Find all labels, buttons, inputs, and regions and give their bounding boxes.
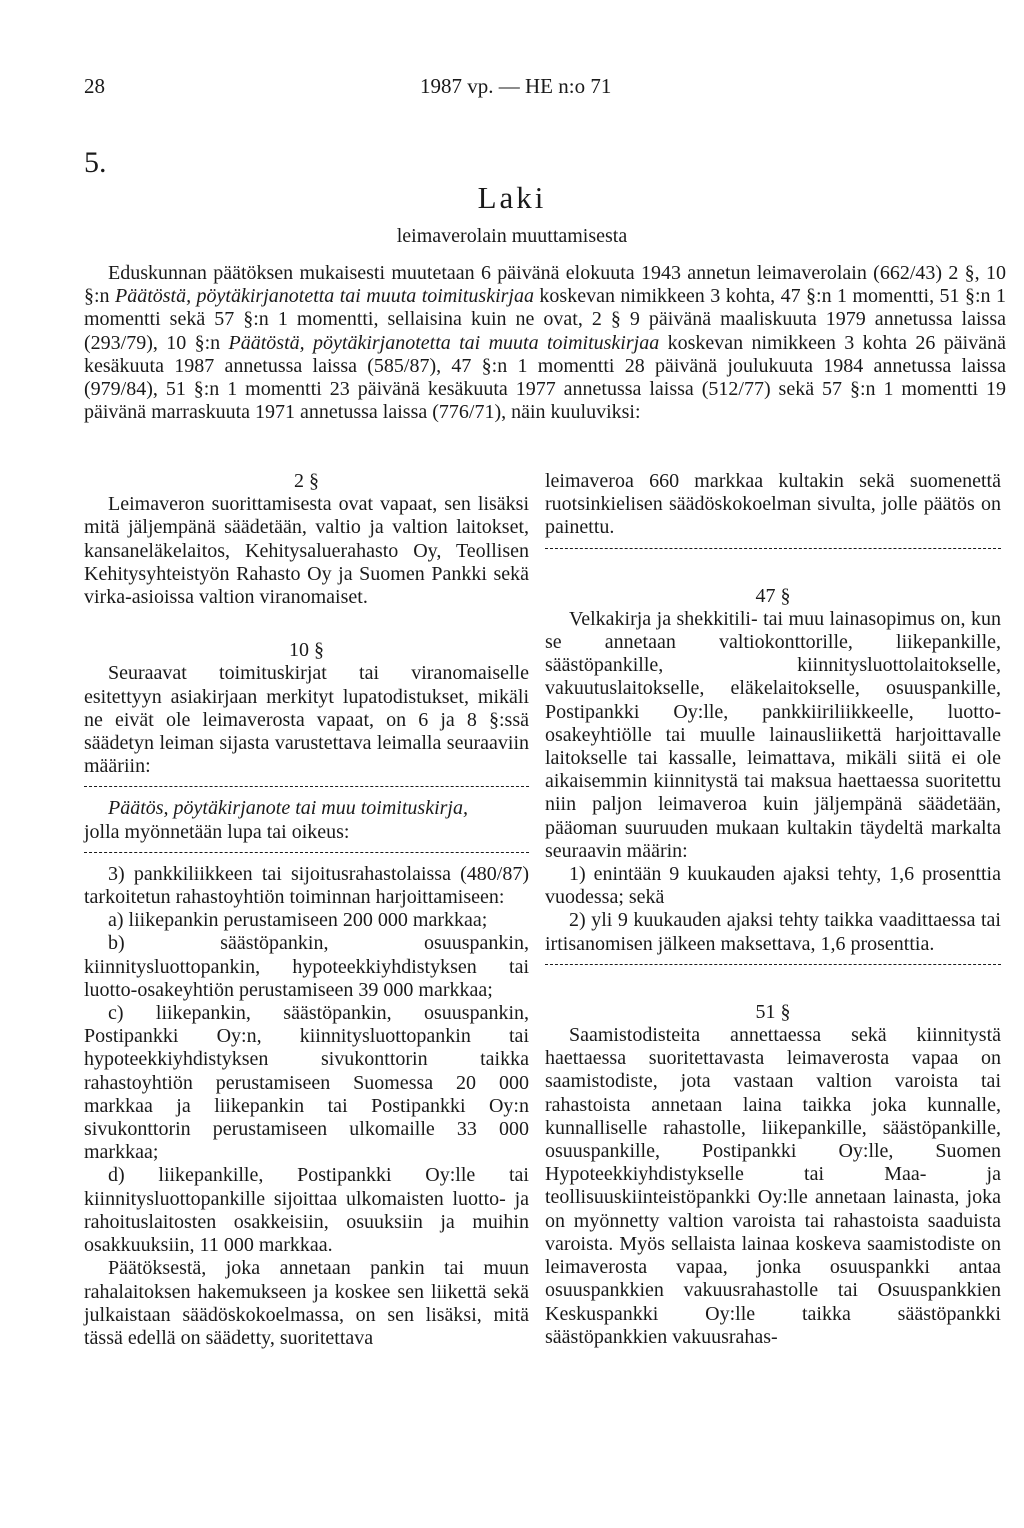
item-b: b) säästöpankin, osuuspankin, kiinnitysluottopankin, hypoteekkiyhdistyksen tai luotto-osakeyhtiön perustamiseen 39 000 markkaa;: [84, 932, 529, 1001]
continuation-text: leimaveroa 660 markkaa kultakin sekä suomenettä ruotsinkielisen säädöskokoelman sivulta, jolle päätös on painettu.: [545, 470, 1001, 539]
final-paragraph: Päätöksestä, joka annetaan pankin tai muun rahalaitoksen hakemukseen ja koskee sen liikettä sekä julkaistaan säädöskokoelmassa, on sen lisäksi, mitä tässä edellä on säädetty, suoritettava: [84, 1257, 529, 1349]
omission-divider: [84, 852, 529, 853]
intro-text-1: Eduskunnan päätöksen mukaisesti muutetaan 6 päivänä elokuuta 1943 annetun leimaverolain (662/43) 2 §, 10 §:n: [84, 262, 1006, 308]
italic-heading-follow: jolla myönnetään lupa tai oikeus:: [84, 820, 350, 843]
item-3: 3) pankkiliikkeen tai sijoitusrahastolaissa (480/87) tarkoitetun rahastoyhtiön toiminnan harjoittamiseen:: [84, 862, 529, 909]
section-10-text: Seuraavat toimituskirjat tai viranomaiselle esitettyyn asiakirjaan merkityt lupatodistukset, mikäli ne eivät ole leimaverosta vapaat, on 6 ja 8 §:ssä säädetyn leiman sijasta varustettava leimalla seuraaviin määriin:: [84, 662, 529, 778]
intro-italic-2: Päätöstä, pöytäkirjanotetta tai muuta toimituskirjaa: [228, 331, 660, 354]
left-column: [84, 470, 529, 1350]
item-c: c) liikepankin, säästöpankin, osuuspankin, Postipankki Oy:n, kiinnitysluottopankin tai hypoteekkiyhdistyksen sivukonttorin taikka rahastoyhtiön perustamiseen Suomessa 20 000 markkaa ja liikepankin tai Postipankki Oy:n sivukonttorin perustamiseen ulkomaille 33 000 markkaa;: [84, 1002, 529, 1164]
page-number: 28: [84, 74, 105, 98]
section-number: 5.: [84, 146, 107, 179]
omission-divider: [545, 964, 1001, 965]
italic-heading: Päätös, pöytäkirjanote tai muu toimituskirja,: [108, 797, 468, 820]
intro-text-3: koskevan nimikkeen 3 kohta 26 päivänä kesäkuuta 1987 annetussa laissa (585/87), 47 §:n 1 momentti 28 päivänä joulukuuta 1984 annetussa laissa (979/84), 51 §:n 1 momentti 23 päivänä kesäkuuta 1977 annetussa laissa (512/77) sekä 57 §:n 1 momentti 19 päivänä marraskuuta 1971 annetussa laissa (776/71), näin kuuluviksi:: [84, 331, 1006, 424]
section-10-heading: 10 §: [289, 639, 324, 662]
section-2-heading: 2 §: [294, 470, 319, 492]
section-47-item-2: 2) yli 9 kuukauden ajaksi tehty taikka vaadittaessa tai irtisanomisen jälkeen maksettava, 1,6 prosenttia.: [545, 909, 1001, 955]
section-51-text: Saamistodisteita annettaessa sekä kiinnitystä haettaessa suoritettavasta leimaverosta vapaa on saamistodiste, jota vastaan valtion varoista tai rahastoista annetaan laina taikka joka kunnalle, kunnalliselle rahastolle, liikepankille, säästöpankille, osuuspankille, Postipankki Oy:lle, Suomen Hypoteekkiyhdistykselle tai Maa- ja teollisuuskiinteistöpankki Oy:lle annetaan lainasta, joka on myönnetty valtion varoista tai rahastoista saaduista varoista. Myös sellaista lainaa koskeva saamistodiste on leimaverosta vapaa, jonka osuuspankki antaa osuuspankkien vakuusrahastolle tai Osuuspankkien Keskuspankki Oy:lle taikka säästöpankki säästöpankkien vakuusrahas-: [545, 1024, 1001, 1348]
intro-paragraph: [84, 262, 1006, 424]
item-a: a) liikepankin perustamiseen 200 000 markkaa;: [108, 909, 488, 932]
right-column: [545, 470, 1001, 1349]
omission-divider: [84, 786, 529, 787]
law-subtitle: leimaverolain muuttamisesta: [396, 225, 628, 247]
section-47-item-1: 1) enintään 9 kuukauden ajaksi tehty, 1,6 prosenttia vuodessa; sekä: [545, 863, 1001, 909]
running-head: 1987 vp. — HE n:o 71: [420, 74, 612, 98]
item-d: d) liikepankille, Postipankki Oy:lle tai kiinnitysluottopankille sijoittaa ulkomaisten luotto- ja rahoituslaitosten osakkeisiin, osuuksiin ja muihin osakkuuksiin, 11 000 markkaa.: [84, 1164, 529, 1257]
section-51-heading: 51 §: [755, 1000, 791, 1023]
intro-text-2: koskevan nimikkeen 3 kohta, 47 §:n 1 momentti, 51 §:n 1 momentti sekä 57 §:n 1 momentti, sellaisina kuin ne ovat, 2 § 9 päivänä maaliskuuta 1979 annetussa laissa (293/79), 10 §:n: [84, 285, 1006, 354]
section-2-text: Leimaveron suorittamisesta ovat vapaat, sen lisäksi mitä jäljempänä säädetään, valtio ja valtion laitokset, kansaneläkelaitos, Kehitysaluerahasto Oy, Teollisen Kehitysyhteistyön Rahasto Oy ja Suomen Pankki sekä virka-asioissa valtion viranomaiset.: [84, 493, 529, 609]
law-title: Laki: [477, 180, 547, 215]
intro-italic-1: Päätöstä, pöytäkirjanotetta tai muuta toimituskirjaa: [115, 285, 534, 308]
section-47-heading: 47 §: [755, 584, 791, 607]
omission-divider: [545, 548, 1001, 549]
section-47-text: Velkakirja ja shekkitili- tai muu lainasopimus on, kun se annetaan valtiokonttorille, liikepankille, säästöpankille, kiinnitysluottolaitokselle, vakuutuslaitokselle, eläkelaitokselle, osuuspankille, Postipankki Oy:lle, pankkiiriliikkeelle, luotto-osakeyhtiölle tai muulle lainausliikettä harjoittavalle laitokselle tai kassalle, leimattava, mikäli siitä ei ole aikaisemmin kiinnitystä tai maksua haettaessa suoritettu niin paljon leimaveroa kuin jäljempänä säädetään, pääoman suuruuden mukaan kultakin täydeltä markalta seuraavin määrin:: [545, 607, 1001, 862]
